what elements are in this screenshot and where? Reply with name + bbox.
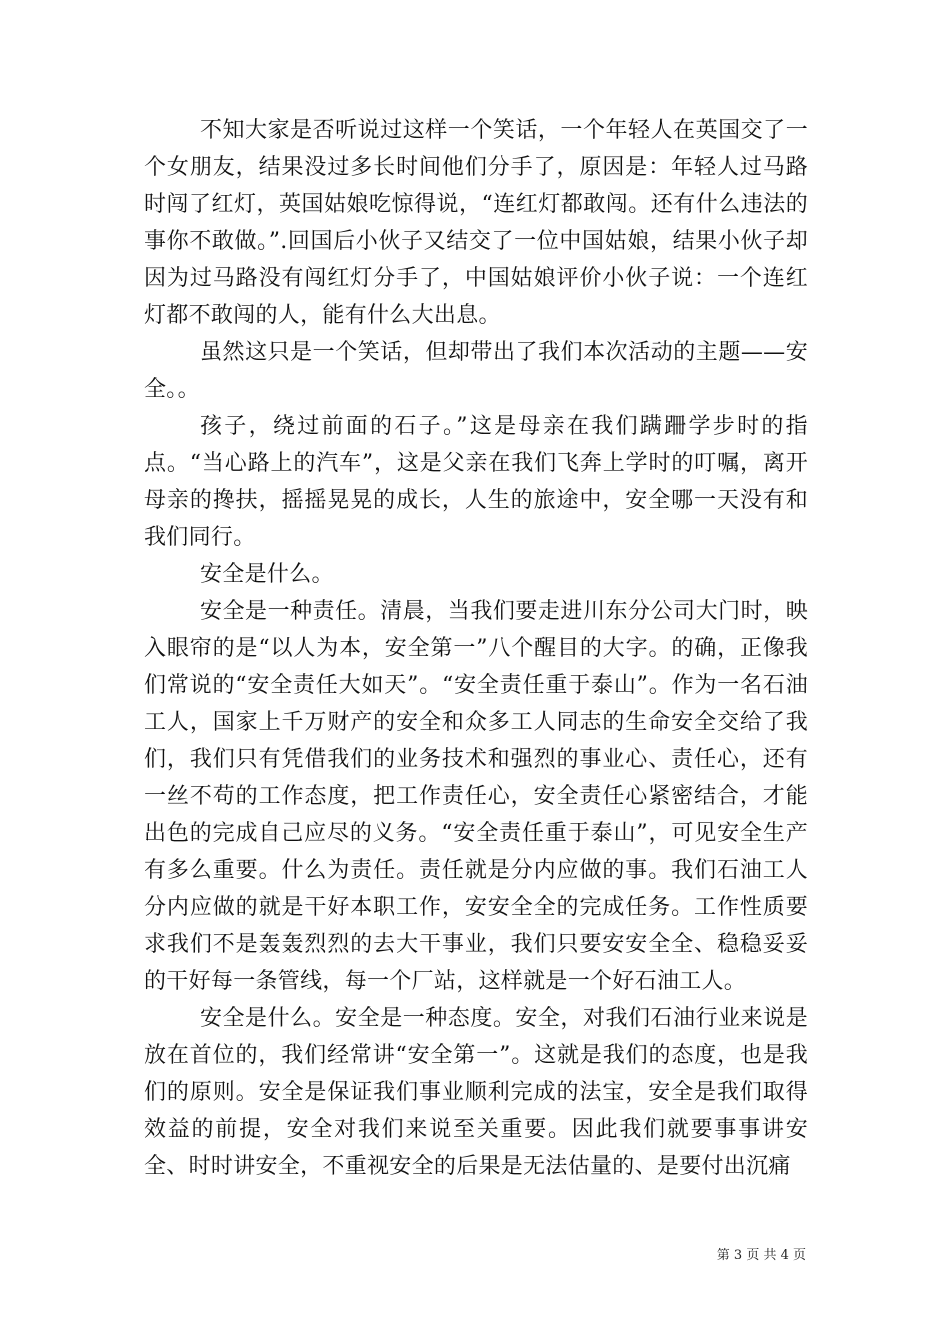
paragraph-6: 安全是什么。安全是一种态度。安全，对我们石油行业来说是放在首位的，我们经常讲“安全第一”。这就是我们的态度，也是我们的原则。安全是保证我们事业顺利完成的法宝，安全是我们取得效益的前提，安全对我们来说至关重要。因此我们就要事事讲安全、时时讲安全，不重视安全的后果是无法估量的、是要付出沉痛 bbox=[144, 1006, 808, 1179]
paragraph-1: 不知大家是否听说过这样一个笑话，一个年轻人在英国交了一个女朋友，结果没过多长时间他们分手了，原因是：年轻人过马路时闯了红灯，英国姑娘吃惊得说，“连红灯都敢闯。还有什么违法的事你不敢做。”.回国后小伙子又结交了一位中国姑娘，结果小伙子却因为过马路没有闯红灯分手了，中国姑娘评价小伙子说：一个连红灯都不敢闯的人，能有什么大出息。 bbox=[144, 118, 808, 328]
paragraph-4: 安全是什么。 bbox=[200, 562, 334, 587]
page-number: 第 3 页 共 4 页 bbox=[716, 1248, 806, 1263]
paragraph-3: 孩子，绕过前面的石子。”这是母亲在我们蹒跚学步时的指点。“当心路上的汽车”，这是父亲在我们飞奔上学时的叮嘱，离开母亲的搀扶，摇摇晃晃的成长，人生的旅途中，安全哪一天没有和我们同行。 bbox=[144, 414, 808, 550]
paragraph-2: 虽然这只是一个笑话，但却带出了我们本次活动的主题——安全。。 bbox=[144, 340, 808, 402]
paragraph-5: 安全是一种责任。清晨，当我们要走进川东分公司大门时，映入眼帘的是“以人为本，安全第一”八个醒目的大字。的确，正像我们常说的“安全责任大如天”。“安全责任重于泰山”。作为一名石油工人，国家上千万财产的安全和众多工人同志的生命安全交给了我们，我们只有凭借我们的业务技术和强烈的事业心、责任心，还有一丝不苟的工作态度，把工作责任心，安全责任心紧密结合，才能出色的完成自己应尽的义务。“安全责任重于泰山”，可见安全生产有多么重要。什么为责任。责任就是分内应做的事。我们石油工人分内应做的就是干好本职工作，安安全全的完成任务。工作性质要求我们不是轰轰烈烈的去大干事业，我们只要安安全全、稳稳妥妥的干好每一条管线，每一个厂站，这样就是一个好石油工人。 bbox=[144, 599, 808, 994]
body-text bbox=[144, 112, 808, 1185]
